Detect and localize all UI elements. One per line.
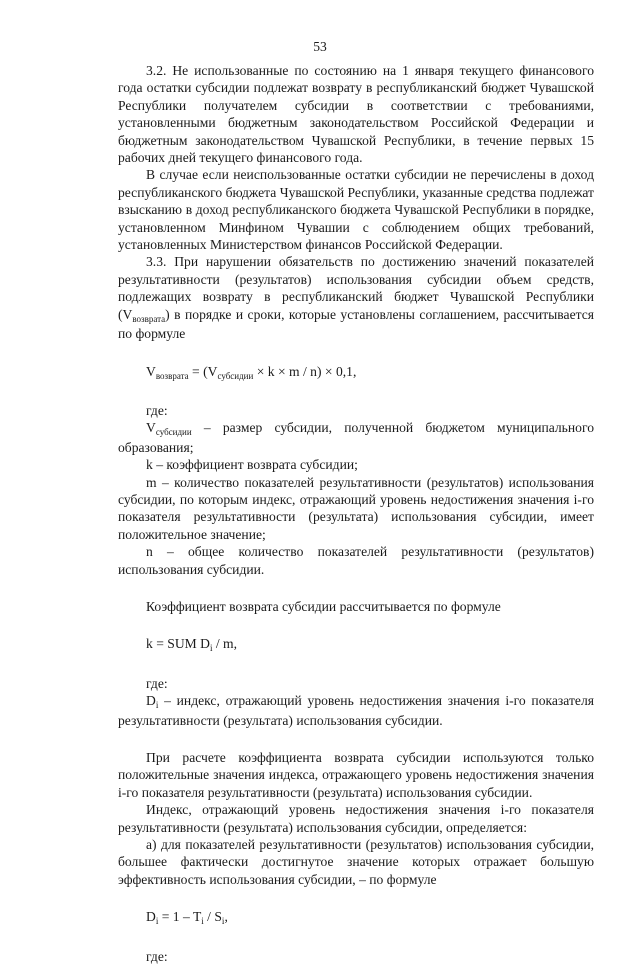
- where-label: где:: [146, 675, 168, 691]
- paragraph-3-2: 3.2. Не использованные по состоянию на 1 января текущего финансового года остатки субсидии подлежат возврату в республиканский бюджет Чувашской Республики получателем субсидии в соответствии с требованиями, установленными бюджетным законодательством Российской Федерации и бюджетным законодательством Чувашской Республики, в течение первых 15 рабочих дней текущего финансового года.: [118, 63, 594, 166]
- formula-index: $D_i = 1 - T_i / S_i$,: [146, 909, 228, 927]
- definition-m: m – количество показателей результативности (результатов) использования субсидии, по которым индекс, отражающий уровень недостижения значения i-го показателя результативности (результата) использования субсидии, имеет положительное значение;: [118, 474, 594, 542]
- document-body: [118, 62, 594, 965]
- paragraph-index-definition: Индекс, отражающий уровень недостижения значения i-го показателя результативности (результата) использования субсидии, определяется:: [118, 802, 594, 835]
- where-label: где:: [146, 402, 168, 418]
- paragraph-coefficient-formula-intro: Коэффициент возврата субсидии рассчитывается по формуле: [146, 598, 501, 614]
- formula-return-volume: $V_{возврата} = (V_{субсидии} \times k \times m / n) \times 0,1$,: [146, 363, 357, 381]
- page-number: 53: [313, 39, 327, 54]
- paragraph-positive-values: При расчете коэффициента возврата субсидии используются только положительные значения индекса, отражающего уровень недостижения значения i-го показателя результативности (результата) использования субсидии.: [118, 750, 594, 800]
- where-label: где:: [146, 948, 168, 964]
- paragraph-unspent-remainder: В случае если неиспользованные остатки субсидии не перечислены в доход республиканского бюджета Чувашской Республики, указанные средства подлежат взысканию в доход республиканского бюджета Чувашской Республики в порядке, установленном Минфином Чувашии с соблюдением общих требований, установленных Министерством финансов Российской Федерации.: [118, 167, 594, 253]
- definition-k: k – коэффициент возврата субсидии;: [146, 457, 358, 473]
- definition-v-subsidy: $V_{субсидии}$ – размер субсидии, полученной бюджетом муниципального образования;: [118, 420, 594, 455]
- definition-di: $D_i$ – индекс, отражающий уровень недостижения значения i-го показателя результативности (результата) использования субсидии.: [118, 693, 594, 728]
- definition-n: n – общее количество показателей результативности (результатов) использования субсидии.: [118, 544, 594, 577]
- paragraph-item-a: а) для показателей результативности (результатов) использования субсидии, большее фактически достигнутое значение которых отражает большую эффективность использования субсидии, – по формуле: [118, 837, 594, 887]
- paragraph-3-3: 3.3. При нарушении обязательств по достижению значений показателей результативности (результатов) использования субсидии объем средств, подлежащих возврату в республиканский бюджет Чувашской Республики $(V_{возврата})$ в порядке и сроки, которые установлены соглашением, рассчитывается по формуле: [118, 254, 594, 342]
- formula-coefficient: k = SUM $D_i$ / m,: [146, 636, 238, 654]
